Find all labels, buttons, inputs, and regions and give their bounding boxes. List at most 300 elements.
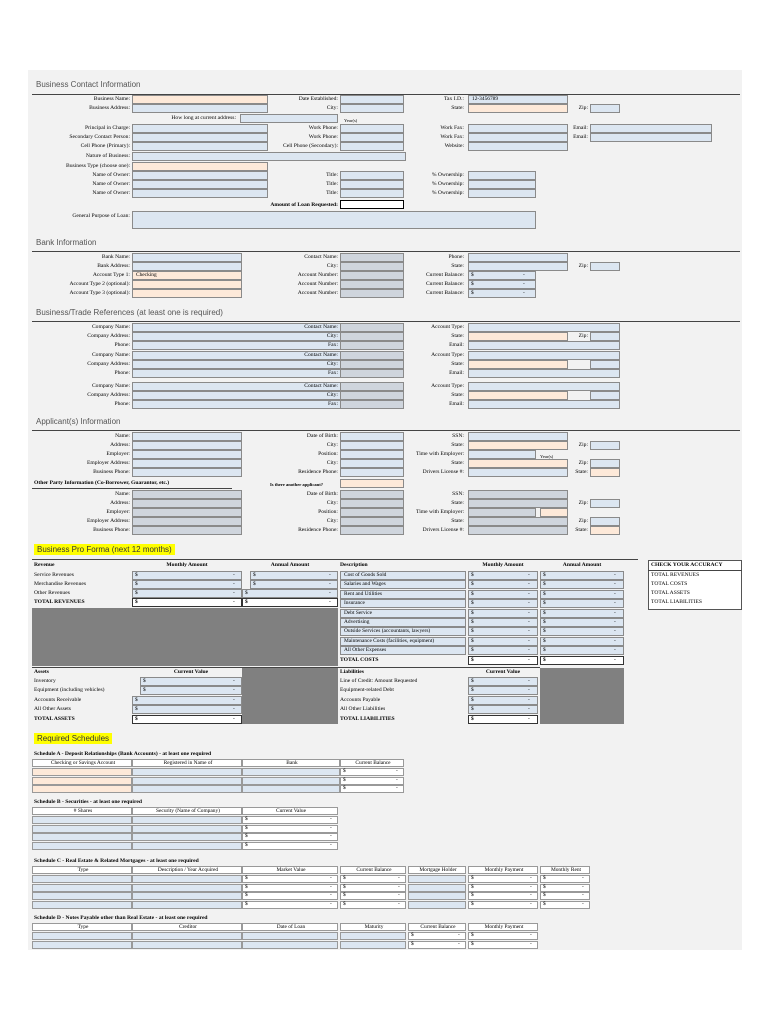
label-op-employer-zip: Zip: — [578, 518, 588, 524]
currency-symbol: $ — [471, 619, 474, 625]
currency-symbol: $ — [471, 657, 474, 663]
ownership-2-field[interactable] — [468, 180, 536, 189]
label-city: City: — [326, 105, 338, 111]
schedule-cell[interactable] — [340, 941, 406, 949]
op-city-field[interactable] — [340, 499, 404, 508]
schedule-cell[interactable] — [132, 833, 242, 841]
schedule-cell[interactable] — [242, 842, 338, 850]
schedule-cell[interactable] — [242, 901, 338, 909]
ref3-fax-field[interactable] — [340, 400, 404, 409]
label-ref2-city: City: — [326, 361, 338, 367]
divider — [32, 488, 232, 489]
loan-requested-field[interactable] — [340, 200, 404, 209]
amount-value: - — [614, 637, 616, 644]
label-op-position: Position: — [318, 509, 338, 515]
other-annual-field[interactable] — [242, 589, 338, 598]
amount-value: - — [233, 572, 235, 578]
schedule-cell[interactable] — [32, 785, 132, 793]
op-ssn-field[interactable] — [468, 490, 568, 499]
expense-description: All Other Expenses — [340, 646, 466, 655]
expense-annual-field[interactable] — [540, 580, 624, 589]
schedule-cell[interactable] — [132, 932, 242, 940]
schedule-cell[interactable] — [242, 875, 338, 883]
currency-symbol: $ — [543, 892, 546, 898]
amount-value: - — [614, 609, 616, 616]
op-dl-state-field[interactable] — [590, 526, 620, 535]
schedule-cell[interactable] — [408, 892, 466, 900]
city-field[interactable] — [340, 104, 404, 113]
schedule-cell[interactable] — [32, 768, 132, 776]
label-app-state: State: — [451, 442, 464, 448]
ref1-account-type-field[interactable] — [468, 323, 620, 332]
label-ref3-city: City: — [326, 392, 338, 398]
annual-amount-header: Annual Amount — [270, 562, 310, 568]
amount-value: - — [614, 581, 616, 588]
amount-value: - — [396, 768, 398, 774]
current-balance-1-field[interactable] — [468, 271, 536, 280]
work-phone-1-field[interactable] — [340, 124, 404, 133]
currency-symbol: $ — [343, 768, 346, 774]
op-address-field[interactable] — [132, 499, 242, 508]
schedule-cell[interactable] — [242, 785, 340, 793]
ref3-account-type-field[interactable] — [468, 382, 620, 391]
schedule-column-header: # Shares — [32, 807, 132, 815]
label-title-2: Title: — [326, 181, 338, 187]
bank-zip-field[interactable] — [590, 262, 620, 271]
label-ref2-fax: Fax: — [328, 370, 338, 376]
label-work-phone-2: Work Phone: — [308, 134, 338, 140]
schedule-cell[interactable] — [340, 768, 404, 776]
bank-address-field[interactable] — [132, 262, 242, 271]
inventory-field[interactable] — [140, 677, 242, 686]
liability-label: Equipment-related Debt — [340, 687, 394, 693]
schedule-cell[interactable] — [340, 901, 406, 909]
label-app-business-phone: Business Phone: — [93, 469, 130, 475]
bank-name-field[interactable] — [132, 253, 242, 262]
currency-symbol: $ — [543, 609, 546, 616]
amount-value: - — [330, 892, 332, 898]
schedule-column-header: Registered in Name of — [132, 759, 242, 767]
schedule-cell[interactable] — [32, 833, 132, 841]
op-years-field[interactable] — [540, 508, 568, 517]
schedule-cell[interactable] — [132, 901, 242, 909]
currency-symbol: $ — [343, 785, 346, 791]
currency-symbol: $ — [471, 272, 474, 278]
label-ref2-account-type: Account Type: — [431, 352, 464, 358]
schedule-cell[interactable] — [32, 842, 132, 850]
title-1-field[interactable] — [340, 171, 404, 180]
ref3-zip-field[interactable] — [590, 391, 620, 400]
currency-symbol: $ — [471, 687, 474, 693]
amount-value: - — [614, 628, 616, 635]
website-field[interactable] — [468, 142, 568, 151]
app-address-field[interactable] — [132, 441, 242, 450]
schedule-cell[interactable] — [132, 785, 242, 793]
app-employer-zip-field[interactable] — [590, 459, 620, 468]
app-employer-city-field[interactable] — [340, 459, 404, 468]
expense-annual-field[interactable] — [540, 571, 624, 580]
schedule-column-header: Monthly Rent — [540, 866, 590, 874]
currency-symbol: $ — [471, 609, 474, 616]
other-party-heading: Other Party Information (Co-Borrower, Guarantor, etc.) — [34, 480, 170, 486]
schedule-cell[interactable] — [340, 884, 406, 892]
bank-city-field[interactable] — [340, 262, 404, 271]
label-ref3-contact: Contact Name: — [304, 383, 338, 389]
amount-value: - — [396, 785, 398, 791]
ref3-state-field[interactable] — [468, 391, 568, 400]
currency-symbol: $ — [471, 892, 474, 898]
schedule-cell[interactable] — [242, 941, 338, 949]
currency-symbol: $ — [253, 581, 256, 587]
currency-symbol: $ — [135, 581, 138, 587]
currency-symbol: $ — [471, 637, 474, 644]
schedule-cell[interactable] — [132, 816, 242, 824]
amount-value: - — [614, 619, 616, 625]
schedule-c-title: Schedule C - Real Estate & Related Mortgages - at least one required — [34, 858, 199, 864]
amount-value: - — [614, 572, 616, 578]
ref2-zip-field[interactable] — [590, 360, 620, 369]
cell-secondary-field[interactable] — [340, 142, 404, 151]
schedule-column-header: Creditor — [132, 923, 242, 931]
schedule-cell[interactable] — [132, 941, 242, 949]
amount-value: - — [530, 892, 532, 898]
label-app-address: Address: — [110, 442, 130, 448]
expense-annual-field[interactable] — [540, 646, 624, 655]
schedule-cell[interactable] — [408, 884, 466, 892]
ref1-zip-field[interactable] — [590, 332, 620, 341]
schedule-cell[interactable] — [32, 777, 132, 785]
schedule-cell[interactable] — [340, 777, 404, 785]
schedule-cell[interactable] — [32, 816, 132, 824]
ownership-1-field[interactable] — [468, 171, 536, 180]
amount-value: - — [582, 900, 584, 907]
amount-value: - — [528, 637, 530, 644]
currency-symbol: $ — [543, 637, 546, 644]
label-op-business-phone: Business Phone: — [93, 527, 130, 533]
schedule-cell[interactable] — [408, 901, 466, 909]
schedule-cell[interactable] — [340, 785, 404, 793]
op-time-employer-field[interactable] — [468, 508, 536, 517]
app-ssn-field[interactable] — [468, 432, 568, 441]
asset-label: Accounts Receivable — [34, 697, 82, 703]
description-header: Description — [340, 562, 368, 568]
email-2-field[interactable] — [590, 133, 712, 142]
schedule-cell[interactable] — [242, 892, 338, 900]
label-ownership-3: % Ownership: — [431, 190, 464, 196]
liability-label: Accounts Payable — [340, 697, 381, 703]
schedule-column-header: Mortgage Holder — [408, 866, 466, 874]
label-account-number-2: Account Number: — [297, 281, 338, 287]
currency-symbol: $ — [343, 892, 346, 898]
label-ref1-address: Company Address: — [87, 333, 130, 339]
expense-annual-field[interactable] — [540, 627, 624, 636]
label-ref3-address: Company Address: — [87, 392, 130, 398]
asset-label: Equipment (including vehicles) — [34, 687, 105, 693]
service-annual-field[interactable] — [250, 571, 338, 580]
schedule-cell[interactable] — [132, 825, 242, 833]
amount-value: - — [330, 816, 332, 822]
currency-symbol: $ — [245, 833, 248, 839]
op-business-phone-field[interactable] — [132, 526, 242, 535]
amount-value: - — [614, 657, 616, 663]
ref3-contact-field[interactable] — [340, 382, 404, 391]
schedule-cell[interactable] — [32, 941, 132, 949]
amount-value: - — [528, 706, 530, 712]
applicants-heading: Applicant(s) Information — [36, 417, 121, 426]
label-op-time-employer: Time with Employer: — [416, 509, 464, 515]
tax-id-field[interactable]: 12-3456789 — [468, 95, 568, 104]
service-monthly-field[interactable] — [132, 571, 242, 580]
currency-symbol: $ — [471, 716, 474, 722]
schedule-cell[interactable] — [340, 932, 406, 940]
schedule-cell[interactable] — [132, 884, 242, 892]
op-name-field[interactable] — [132, 490, 242, 499]
ref1-city-field[interactable] — [340, 332, 404, 341]
ref2-fax-field[interactable] — [340, 369, 404, 378]
schedule-cell[interactable] — [468, 892, 538, 900]
amount-value: - — [233, 716, 235, 722]
app-business-phone-field[interactable] — [132, 468, 242, 477]
schedule-cell[interactable] — [32, 875, 132, 883]
schedule-cell[interactable] — [468, 941, 538, 949]
currency-symbol: $ — [471, 590, 474, 597]
app-dob-field[interactable] — [340, 432, 404, 441]
business-type-select[interactable] — [132, 162, 268, 171]
divider — [32, 321, 740, 322]
label-total-assets: TOTAL ASSETS — [34, 716, 75, 722]
label-ref3-phone: Phone: — [114, 401, 130, 407]
current-balance-2-field[interactable] — [468, 280, 536, 289]
amount-value: - — [523, 281, 525, 287]
schedule-b-title: Schedule B - Securities - at least one required — [34, 799, 142, 805]
label-work-fax-1: Work Fax: — [440, 125, 464, 131]
ref3-city-field[interactable] — [340, 391, 404, 400]
schedules-heading: Required Schedules — [34, 733, 112, 744]
ref1-email-field[interactable] — [468, 341, 620, 350]
merch-annual-field[interactable] — [250, 580, 338, 589]
email-1-field[interactable] — [590, 124, 712, 133]
another-applicant-select[interactable] — [340, 479, 404, 488]
schedule-cell[interactable] — [132, 777, 242, 785]
accuracy-item: TOTAL COSTS — [651, 581, 688, 587]
amount-value: - — [528, 609, 530, 616]
label-general-purpose: General Purpose of Loan: — [72, 213, 130, 219]
schedule-cell[interactable] — [468, 932, 538, 940]
currency-symbol: $ — [543, 628, 546, 635]
date-established-field[interactable] — [340, 95, 404, 104]
currency-symbol: $ — [471, 678, 474, 684]
schedule-column-header: Type — [32, 923, 132, 931]
label-ref1-email: Email: — [449, 342, 464, 348]
schedule-cell[interactable] — [32, 825, 132, 833]
label-cell-secondary: Cell Phone (Secondary): — [283, 143, 338, 149]
amount-value: - — [398, 892, 400, 898]
label-bank-city: City: — [326, 263, 338, 269]
bank-contact-field[interactable] — [340, 253, 404, 262]
amount-value: - — [523, 272, 525, 278]
label-op-ssn: SSN: — [452, 491, 464, 497]
schedule-cell[interactable] — [242, 884, 338, 892]
ref2-contact-field[interactable] — [340, 351, 404, 360]
current-balance-3-field[interactable] — [468, 289, 536, 298]
op-employer-field[interactable] — [132, 508, 242, 517]
schedule-cell[interactable] — [242, 825, 338, 833]
label-bank-phone: Phone: — [448, 254, 464, 260]
expense-annual-field[interactable] — [540, 618, 624, 627]
exp-annual-header: Annual Amount — [562, 562, 602, 568]
app-dl-state-field[interactable] — [590, 468, 620, 477]
liability-label: Line of Credit: Amount Requested — [340, 678, 418, 684]
label-op-employer: Employer: — [106, 509, 130, 515]
schedule-cell[interactable] — [242, 932, 338, 940]
label-ownership-1: % Ownership: — [431, 172, 464, 178]
schedule-cell[interactable] — [468, 875, 538, 883]
label-email-2: Email: — [573, 134, 588, 140]
app-city-field[interactable] — [340, 441, 404, 450]
schedule-cell[interactable] — [408, 875, 466, 883]
schedule-cell[interactable] — [242, 777, 340, 785]
amount-value: - — [582, 892, 584, 898]
label-service-revenues: Service Revenues — [34, 572, 74, 578]
expense-description: Maintenance Costs (facilities, equipment) — [340, 637, 466, 646]
currency-symbol: $ — [253, 572, 256, 578]
account-type-3-select[interactable] — [132, 289, 242, 298]
schedule-cell[interactable] — [132, 768, 242, 776]
ref2-email-field[interactable] — [468, 369, 620, 378]
schedule-cell[interactable] — [132, 842, 242, 850]
amount-value: - — [330, 824, 332, 831]
currency-symbol: $ — [471, 572, 474, 578]
shaded-area — [32, 608, 338, 666]
amount-value: - — [530, 875, 532, 881]
currency-symbol: $ — [471, 900, 474, 907]
label-total-liabilities: TOTAL LIABILITIES — [340, 716, 395, 722]
bank-phone-field[interactable] — [468, 253, 568, 262]
currency-symbol: $ — [471, 581, 474, 588]
schedule-cell[interactable] — [132, 875, 242, 883]
nature-field[interactable] — [132, 152, 406, 161]
label-app-employer: Employer: — [106, 451, 130, 457]
label-op-state: State: — [451, 500, 464, 506]
currency-symbol: $ — [471, 697, 474, 703]
label-loan-requested: Amount of Loan Requested: — [270, 202, 338, 208]
amount-value: - — [582, 875, 584, 881]
currency-symbol: $ — [471, 647, 474, 654]
schedule-cell[interactable] — [340, 875, 406, 883]
schedule-cell[interactable] — [32, 901, 132, 909]
schedule-cell[interactable] — [242, 768, 340, 776]
asset-label: Inventory — [34, 678, 56, 684]
ref2-city-field[interactable] — [340, 360, 404, 369]
pro-forma-heading: Business Pro Forma (next 12 months) — [34, 544, 175, 555]
shaded-area — [242, 668, 338, 724]
schedule-cell[interactable] — [468, 901, 538, 909]
label-ref3-fax: Fax: — [328, 401, 338, 407]
app-zip-field[interactable] — [590, 441, 620, 450]
years-label: Year(s) — [540, 454, 554, 459]
schedule-cell[interactable] — [242, 816, 338, 824]
ref1-contact-field[interactable] — [340, 323, 404, 332]
other-assets-field[interactable] — [132, 705, 242, 714]
currency-symbol: $ — [135, 706, 138, 712]
ref2-account-type-field[interactable] — [468, 351, 620, 360]
amount-value: - — [530, 883, 532, 890]
bank-heading: Bank Information — [36, 238, 97, 247]
receivable-field[interactable] — [132, 696, 242, 705]
schedule-cell[interactable] — [132, 892, 242, 900]
how-long-field[interactable] — [240, 114, 338, 123]
ref1-fax-field[interactable] — [340, 341, 404, 350]
schedule-cell[interactable] — [32, 892, 132, 900]
amount-value: - — [329, 599, 331, 605]
label-title-3: Title: — [326, 190, 338, 196]
work-phone-2-field[interactable] — [340, 133, 404, 142]
op-dob-field[interactable] — [340, 490, 404, 499]
schedule-cell[interactable] — [468, 884, 538, 892]
account-type-1-select[interactable]: Checking — [132, 271, 242, 280]
app-employer-address-field[interactable] — [132, 459, 242, 468]
general-purpose-field[interactable] — [132, 211, 536, 229]
expense-annual-field[interactable] — [540, 609, 624, 618]
currency-symbol: $ — [135, 697, 138, 703]
accuracy-item: TOTAL ASSETS — [651, 590, 690, 596]
amount-value: - — [330, 875, 332, 881]
currency-symbol: $ — [343, 883, 346, 890]
currency-symbol: $ — [135, 599, 138, 605]
schedule-cell[interactable] — [32, 932, 132, 940]
amount-value: - — [530, 932, 532, 938]
schedule-cell[interactable] — [32, 884, 132, 892]
schedule-cell[interactable] — [340, 892, 406, 900]
label-bank-name: Bank Name: — [101, 254, 130, 260]
equipment-field[interactable] — [140, 686, 242, 695]
app-time-employer-field[interactable] — [468, 450, 536, 459]
amount-value: - — [233, 590, 235, 596]
label-app-employer-address: Employer Address: — [86, 460, 130, 466]
amount-value: - — [398, 883, 400, 890]
title-3-field[interactable] — [340, 189, 404, 198]
label-current-balance-2: Current Balance: — [425, 281, 464, 287]
title-2-field[interactable] — [340, 180, 404, 189]
ownership-3-field[interactable] — [468, 189, 536, 198]
ref3-email-field[interactable] — [468, 400, 620, 409]
currency-symbol: $ — [471, 706, 474, 712]
schedule-cell[interactable] — [242, 833, 338, 841]
label-ref1-company: Company Name: — [91, 324, 130, 330]
app-name-field[interactable] — [132, 432, 242, 441]
schedule-column-header: Market Value — [242, 866, 338, 874]
another-applicant-label: Is there another applicant? — [270, 482, 324, 487]
expense-annual-field[interactable] — [540, 590, 624, 599]
ref2-state-field[interactable] — [468, 360, 568, 369]
schedule-column-header: Security (Name of Company) — [132, 807, 242, 815]
expense-description: Salaries and Wages — [340, 580, 466, 589]
currency-symbol: $ — [471, 290, 474, 296]
zip-field[interactable] — [590, 104, 620, 113]
op-zip-field[interactable] — [590, 499, 620, 508]
amount-value: - — [528, 647, 530, 654]
account-type-2-select[interactable] — [132, 280, 242, 289]
expense-annual-field[interactable] — [540, 637, 624, 646]
op-employer-zip-field[interactable] — [590, 517, 620, 526]
currency-symbol: $ — [245, 883, 248, 890]
other-monthly-field[interactable] — [132, 589, 242, 598]
merch-monthly-field[interactable] — [132, 580, 242, 589]
op-employer-city-field[interactable] — [340, 517, 404, 526]
expense-annual-field[interactable] — [540, 599, 624, 608]
app-employer-field[interactable] — [132, 450, 242, 459]
op-employer-address-field[interactable] — [132, 517, 242, 526]
